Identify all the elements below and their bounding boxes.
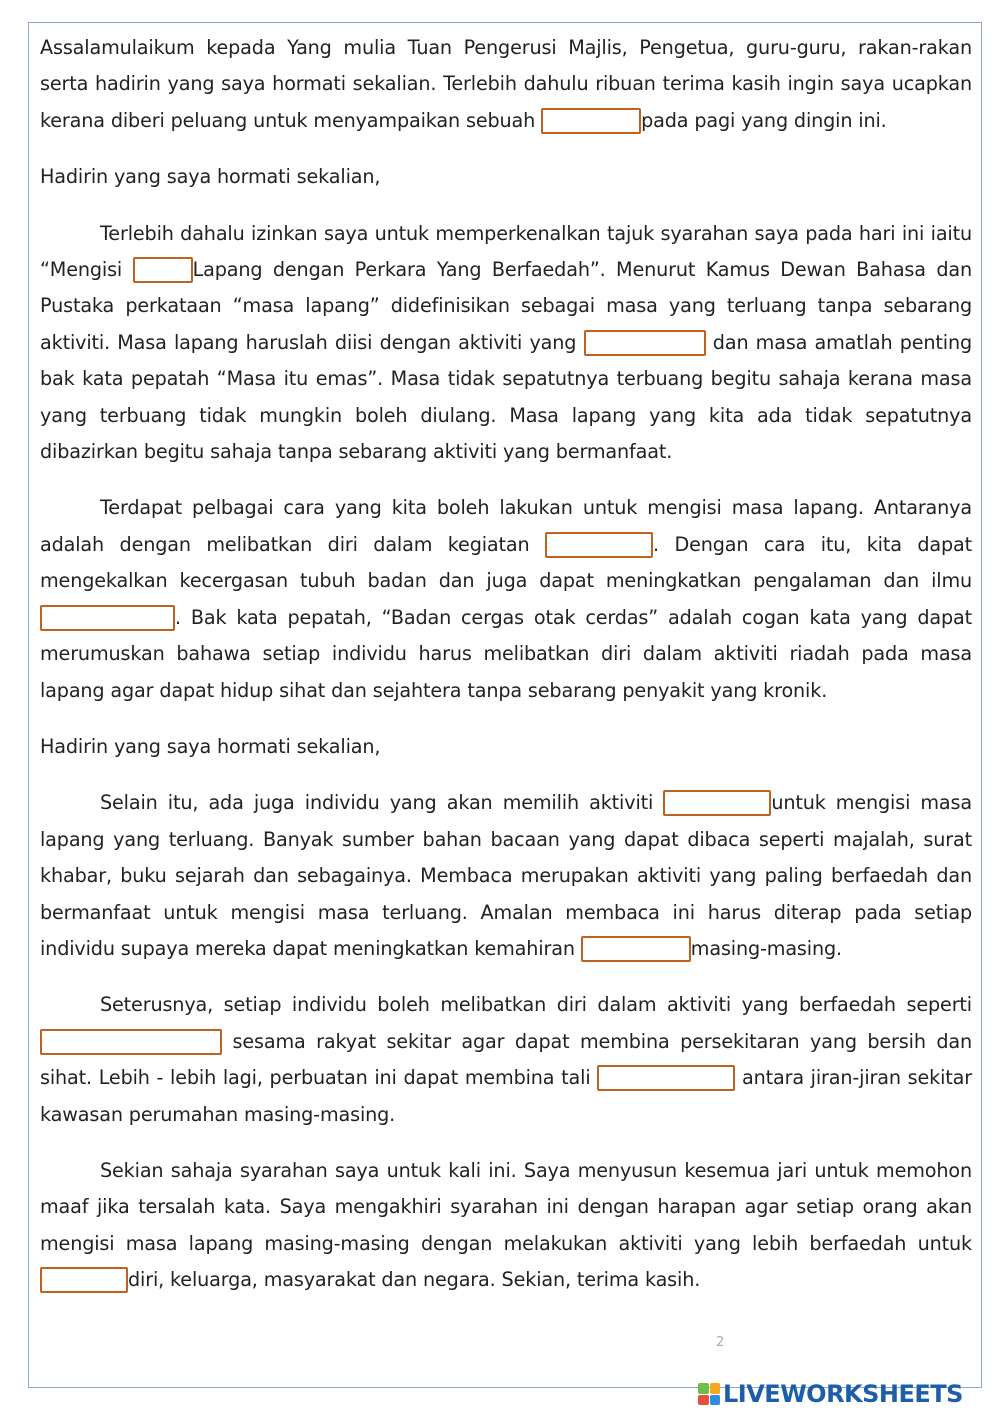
answer-blank-2[interactable]	[133, 257, 193, 283]
liveworksheets-brand	[698, 1379, 963, 1409]
paragraph-greeting-1: Hadirin yang saya hormati sekalian,	[40, 165, 381, 189]
liveworksheets-wordmark: LIVEWORKSHEETS	[723, 1380, 963, 1408]
answer-blank-1[interactable]	[541, 108, 641, 134]
paragraph-reading-activity: Selain itu, ada juga individu yang akan memilih aktiviti untuk mengisi masa lapang yang terluang. Banyak sumber bahan bacaan yang dapat dibaca seperti majalah, surat khabar, buku sejarah dan sebagainya. Membaca merupakan aktiviti yang paling berfaedah dan bermanfaat untuk mengisi masa terluang. Amalan membaca ini harus diterap pada setiap individu supaya mereka dapat meningkatkan kemahiran masing-masing.	[40, 791, 972, 960]
logo-tile-1	[698, 1383, 709, 1394]
answer-blank-7[interactable]	[581, 936, 691, 962]
document-body	[40, 30, 972, 1299]
logo-tile-2	[710, 1383, 721, 1394]
paragraph-introduction: Terlebih dahalu izinkan saya untuk memperkenalkan tajuk syarahan saya pada hari ini iaitu “Mengisi Lapang dengan Perkara Yang Berfaedah”. Menurut Kamus Dewan Bahasa dan Pustaka perkataan “masa lapang” didefinisikan sebagai masa yang terluang tanpa sebarang aktiviti. Masa lapang haruslah diisi dengan aktiviti yang dan masa amatlah penting bak kata pepatah “Masa itu emas”. Masa tidak sepatutnya terbuang begitu sahaja kerana masa yang terbuang tidak mungkin boleh diulang. Masa lapang yang kita ada tidak sepatutnya dibazirkan begitu sahaja tanpa sebarang aktiviti yang bermanfaat.	[40, 221, 972, 464]
answer-blank-6[interactable]	[663, 790, 771, 816]
paragraph-closing: Sekian sahaja syarahan saya untuk kali ini. Saya menyusun kesemua jari untuk memohon maaf jika tersalah kata. Saya mengakhiri syarahan ini dengan harapan agar setiap orang akan mengisi masa lapang masing-masing dengan melakukan aktiviti yang lebih berfaedah untuk diri, keluarga, masyarakat dan negara. Sekian, terima kasih.	[40, 1158, 972, 1292]
paragraph-sports-activity: Terdapat pelbagai cara yang kita boleh lakukan untuk mengisi masa lapang. Antaranya adalah dengan melibatkan diri dalam kegiatan . Dengan cara itu, kita dapat mengekalkan kecergasan tubuh badan dan juga dapat meningkatkan pengalaman dan ilmu . Bak kata pepatah, “Badan cergas otak cerdas” adalah cogan kata yang dapat merumuskan bahawa setiap individu harus melibatkan diri dalam aktiviti riadah pada masa lapang agar dapat hidup sihat dan sejahtera tanpa sebarang penyakit yang kronik.	[40, 496, 972, 702]
logo-tile-4	[710, 1395, 721, 1406]
paragraph-opening: Assalamulaikum kepada Yang mulia Tuan Pengerusi Majlis, Pengetua, guru-guru, rakan-rakan serta hadirin yang saya hormati sekalian. Terlebih dahulu ribuan terima kasih ingin saya ucapkan kerana diberi peluang untuk menyampaikan sebuah pada pagi yang dingin ini.	[40, 36, 972, 132]
page-number: 2	[716, 1335, 725, 1350]
logo-tile-3	[698, 1395, 709, 1406]
answer-blank-3[interactable]	[584, 330, 706, 356]
answer-blank-10[interactable]	[40, 1267, 128, 1293]
paragraph-greeting-2: Hadirin yang saya hormati sekalian,	[40, 734, 381, 758]
answer-blank-5[interactable]	[40, 605, 175, 631]
answer-blank-9[interactable]	[597, 1065, 735, 1091]
liveworksheets-logo-icon	[698, 1383, 720, 1405]
answer-blank-8[interactable]	[40, 1029, 222, 1055]
answer-blank-4[interactable]	[545, 532, 653, 558]
paragraph-community-activity: Seterusnya, setiap individu boleh melibatkan diri dalam aktiviti yang berfaedah seperti sesama rakyat sekitar agar dapat membina persekitaran yang bersih dan sihat. Lebih - lebih lagi, perbuatan ini dapat membina tali antara jiran-jiran sekitar kawasan perumahan masing-masing.	[40, 993, 972, 1126]
